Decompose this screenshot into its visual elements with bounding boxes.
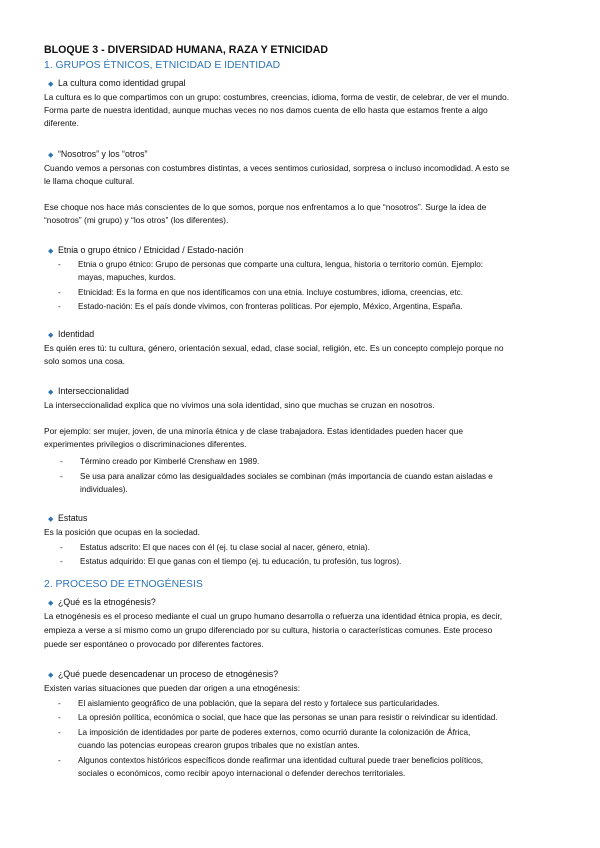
bullet-icon: ◆ — [48, 516, 54, 523]
bullet-icon: ◆ — [48, 672, 54, 679]
list-item: - El aislamiento geográfico de una población, que la separa del resto y fortalece sus particularidades. — [58, 699, 440, 708]
list-item: - Algunos contextos históricos específicos donde reafirmar una identidad cultural puede traer beneficios políticos, — [58, 756, 484, 765]
list-item: - Término creado por Kimberlé Crenshaw en 1989. — [60, 457, 260, 466]
bullet-icon: ◆ — [48, 152, 54, 159]
list-item: - La opresión política, económica o social, que hace que las personas se unan para resistir o reivindicar su identidad. — [58, 713, 498, 722]
paragraph-line: Cuando vemos a personas con costumbres distintas, a veces sentimos curiosidad, sorpresa o incluso incomodidad. A esto se — [44, 163, 510, 173]
paragraph-line: empieza a verse a sí mismo como un grupo diferenciado por su cultura, historia o características comunes. Este proceso — [44, 625, 493, 635]
paragraph-line: La cultura es lo que compartimos con un grupo: costumbres, creencias, idioma, forma de vestir, de celebrar, de ver el mundo. — [44, 92, 510, 102]
list-item: - Estado-nación: Es el país donde vivimos, con fronteras políticas. Por ejemplo, México, Argentina, España. — [58, 302, 463, 311]
subheading-nosotros: ◆ “Nosotros” y los “otros” — [48, 149, 148, 159]
bullet-icon: ◆ — [48, 600, 54, 607]
subheading-desencadenar: ◆ ¿Qué puede desencadenar un proceso de etnogénesis? — [48, 669, 279, 679]
paragraph-line: La interseccionalidad explica que no vivimos una sola identidad, sino que muchas se cruzan en nosotros. — [44, 400, 435, 410]
paragraph-line: Por ejemplo: ser mujer, joven, de una minoría étnica y de clase trabajadora. Estas identidades pueden hacer que — [44, 426, 464, 436]
list-item: - La imposición de identidades por parte de poderes externos, como ocurrió durante la colonización de África, — [58, 728, 471, 737]
list-item: - Estatus adscrito: El que naces con él (ej. tu clase social al nacer, género, etnia). — [60, 543, 370, 552]
section-1-heading: 1. GRUPOS ÉTNICOS, ETNICIDAD E IDENTIDAD — [44, 60, 281, 71]
subheading-interseccionalidad: ◆ Interseccionalidad — [48, 386, 129, 396]
paragraph-line: “nosotros” (mi grupo) y “los otros” (los diferentes). — [44, 215, 229, 225]
paragraph-line: diferente. — [44, 118, 79, 128]
list-item: - Etnicidad: Es la forma en que nos identificamos con una etnia. Incluye costumbres, idioma, creencias, etc. — [58, 288, 464, 297]
paragraph-line: puede ser espontáneo o provocado por diferentes factores. — [44, 639, 264, 649]
subheading-etnia: ◆ Etnia o grupo étnico / Etnicidad / Estado-nación — [48, 245, 244, 255]
bullet-icon: ◆ — [48, 81, 54, 88]
document-title: BLOQUE 3 - DIVERSIDAD HUMANA, RAZA Y ETNICIDAD — [44, 44, 329, 56]
list-item-continuation: cuando las potencias europeas crearon grupos tribales que no existían antes. — [78, 741, 360, 750]
list-item-continuation: mayas, mapuches, kurdos. — [78, 273, 176, 282]
paragraph-line: experimentes privilegios o discriminaciones diferentes. — [44, 439, 247, 449]
bullet-icon: ◆ — [48, 389, 54, 396]
paragraph-line: Forma parte de nuestra identidad, aunque muchas veces no nos damos cuenta de ello hasta que estamos frente a algo — [44, 105, 488, 115]
subheading-que-es-etnogenesis: ◆ ¿Qué es la etnogénesis? — [48, 597, 156, 607]
list-item: - Etnia o grupo étnico: Grupo de personas que comparte una cultura, lengua, historia o territorio común. Ejemplo: — [58, 260, 484, 269]
paragraph-line: solo somos una cosa. — [44, 356, 126, 366]
subheading-estatus: ◆ Estatus — [48, 513, 88, 523]
subheading-identidad: ◆ Identidad — [48, 329, 95, 339]
section-2-heading: 2. PROCESO DE ETNOGÉNESIS — [44, 579, 203, 590]
bullet-icon: ◆ — [48, 248, 54, 255]
paragraph-line: Es quién eres tú: tu cultura, género, orientación sexual, edad, clase social, religión, etc. Es un concepto complejo porque no — [44, 343, 504, 353]
paragraph-line: La etnogénesis es el proceso mediante el cual un grupo humano desarrolla o refuerza una identidad étnica propia, es decir, — [44, 611, 503, 621]
bullet-icon: ◆ — [48, 332, 54, 339]
paragraph-line: le llama choque cultural. — [44, 176, 135, 186]
subheading-cultura: ◆ La cultura como identidad grupal — [48, 78, 186, 88]
list-item-continuation: sociales o económicos, como recibir apoyo internacional o defender derechos territoriales. — [78, 769, 406, 778]
paragraph-line: Ese choque nos hace más conscientes de lo que somos, porque nos enfrentamos a lo que “nosotros”. Surge la idea de — [44, 202, 487, 212]
paragraph-line: Es la posición que ocupas en la sociedad. — [44, 527, 200, 537]
list-item: - Estatus adquirido: El que ganas con el tiempo (ej. tu educación, tu profesión, tus logros). — [60, 557, 402, 566]
paragraph-line: Existen varias situaciones que pueden dar origen a una etnogénesis: — [44, 683, 301, 693]
list-item-continuation: individuales). — [80, 485, 128, 494]
list-item: - Se usa para analizar cómo las desigualdades sociales se combinan (más importancia de cuando estan aisladas e — [60, 472, 493, 481]
